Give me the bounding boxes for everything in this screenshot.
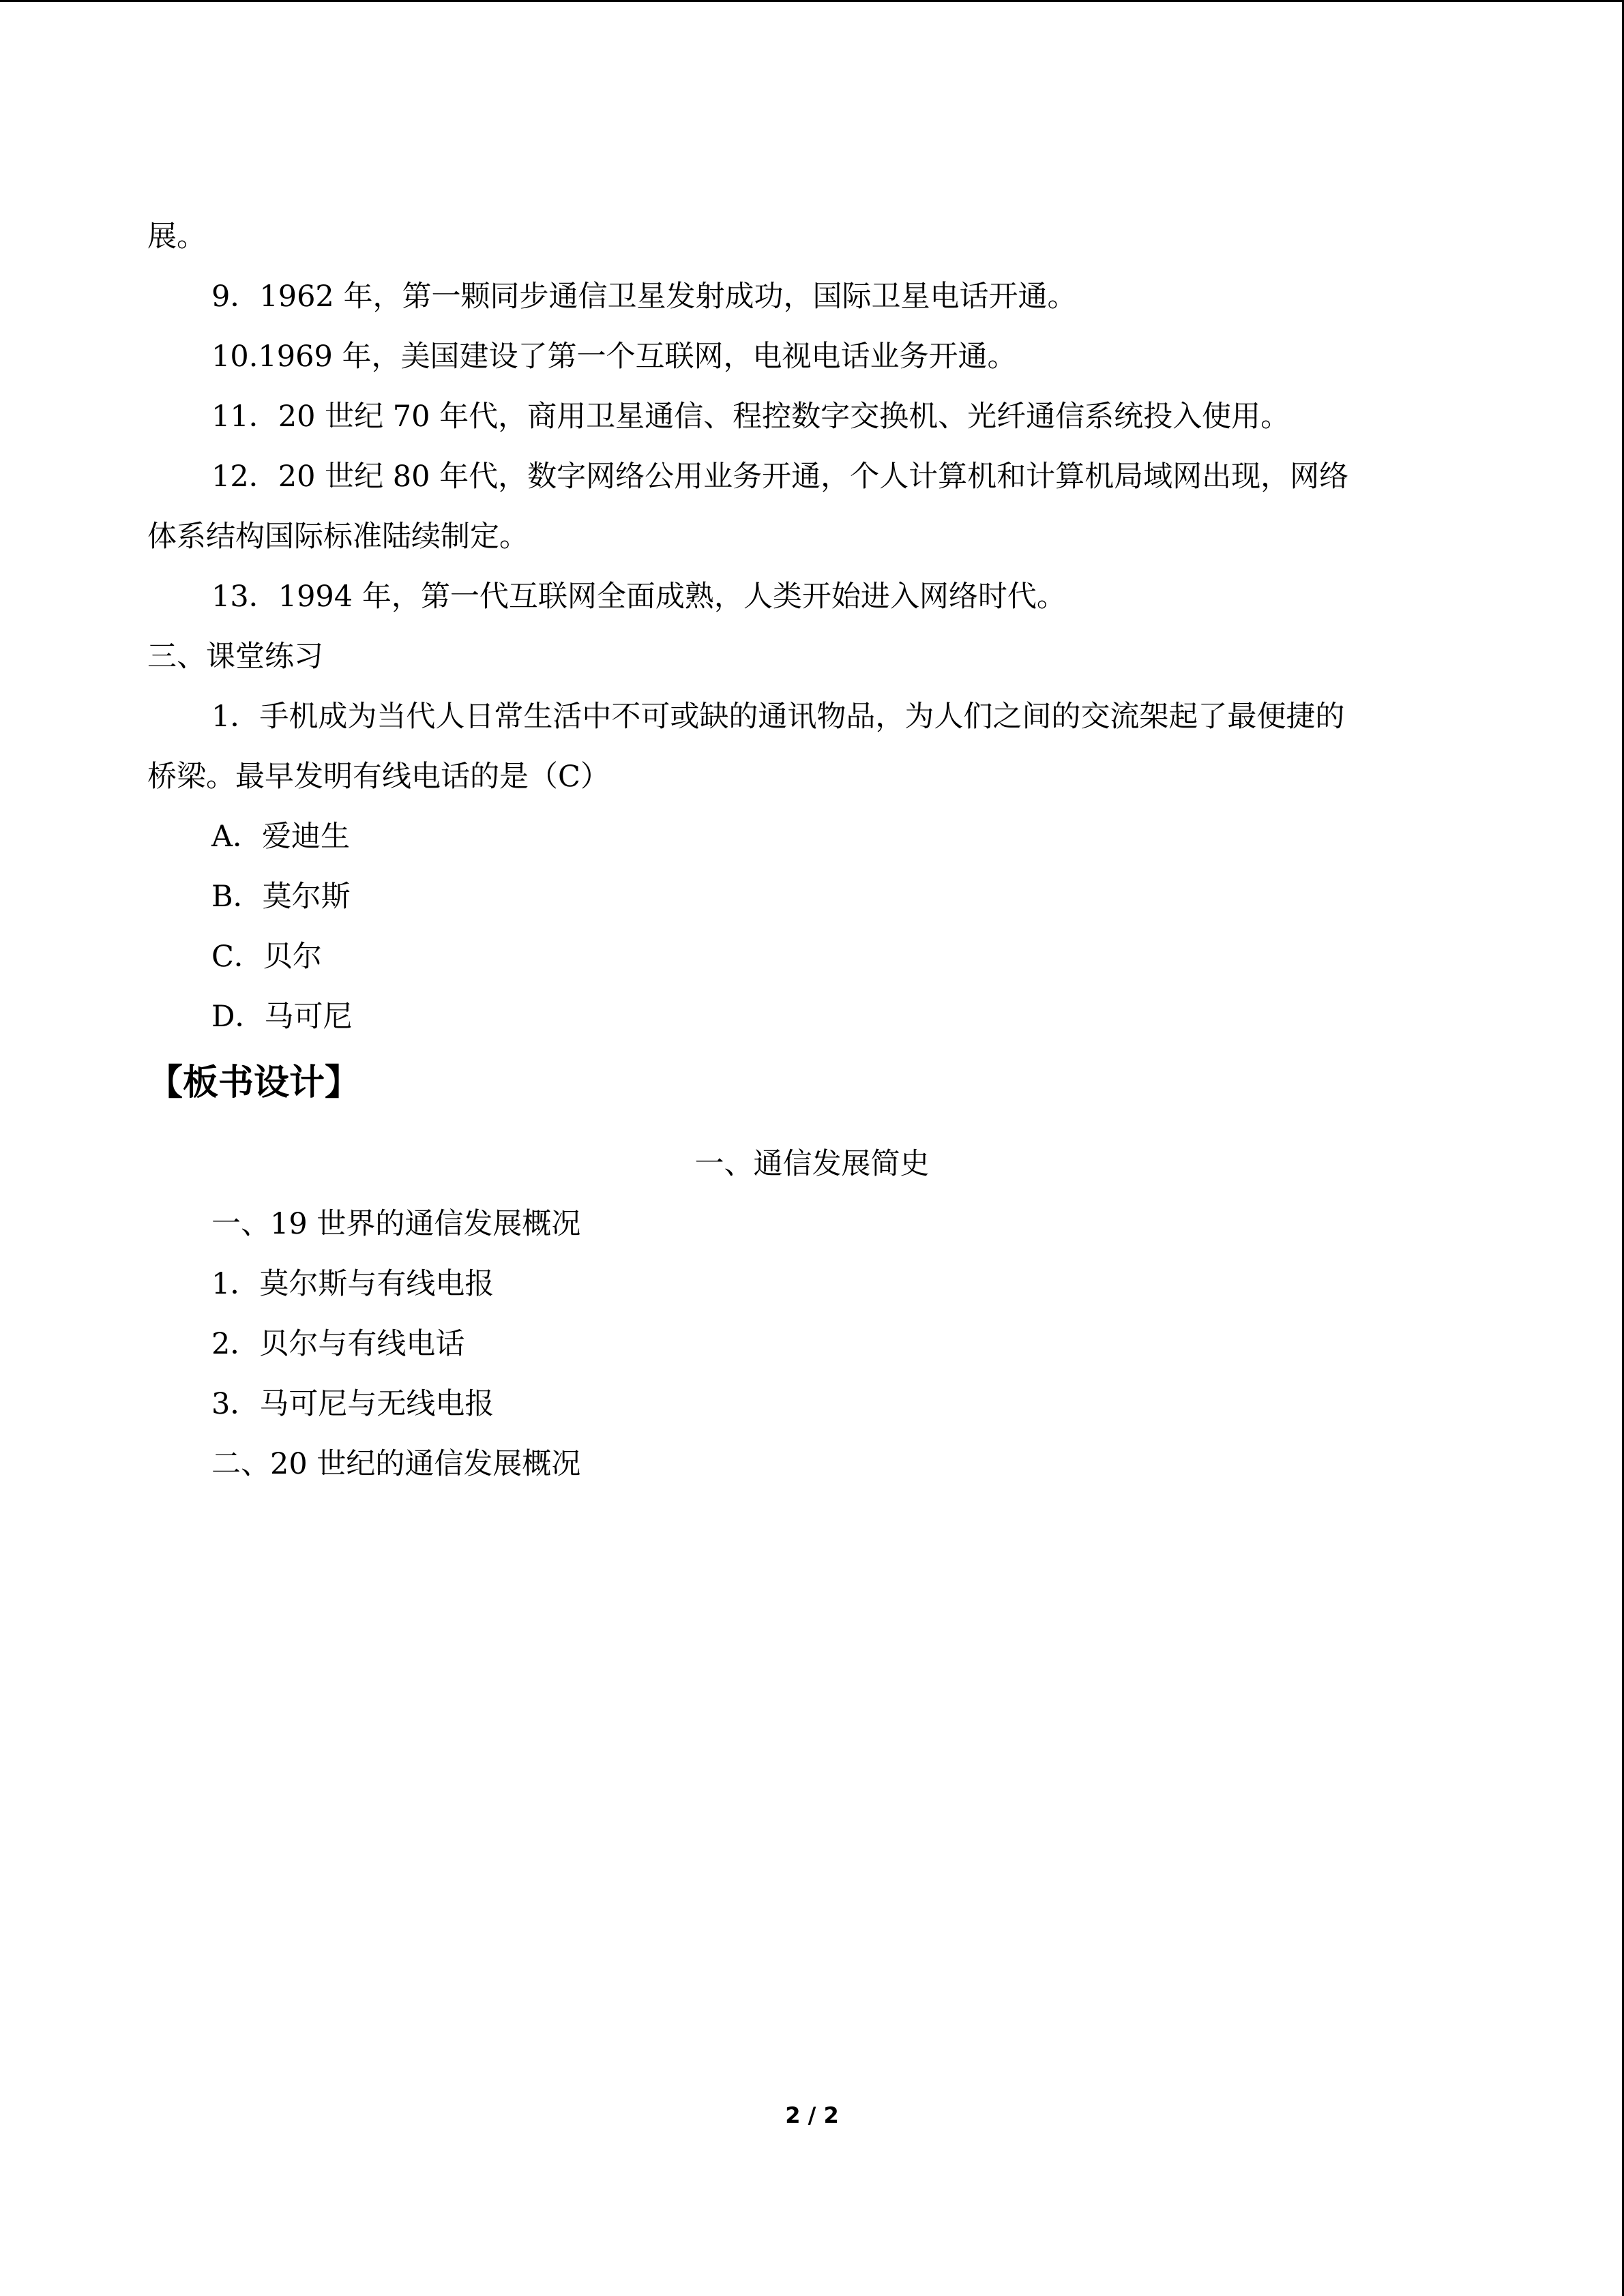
page-number: 2 / 2 (785, 2102, 839, 2128)
body-line: 9．1962 年，第一颗同步通信卫星发射成功，国际卫星电话开通。 (211, 280, 1077, 314)
option-d: D．马可尼 (211, 1000, 353, 1034)
question-text: 桥梁。最早发明有线电话的是（C） (147, 760, 610, 794)
question-text: 1．手机成为当代人日常生活中不可或缺的通讯物品，为人们之间的交流架起了最便捷的 (211, 700, 1345, 734)
board-item: 一、19 世界的通信发展概况 (211, 1207, 581, 1241)
option-c: C．贝尔 (211, 940, 322, 974)
section-heading: 三、课堂练习 (147, 640, 323, 674)
board-title: 一、通信发展简史 (694, 1147, 930, 1181)
board-design-heading: 【板书设计】 (147, 1062, 361, 1103)
body-line: 12．20 世纪 80 年代，数字网络公用业务开通，个人计算机和计算机局域网出现，网络 (211, 460, 1349, 494)
body-line: 体系结构国际标准陆续制定。 (147, 520, 529, 554)
body-line: 展。 (147, 220, 206, 254)
board-item: 3．马可尼与无线电报 (211, 1387, 494, 1421)
body-line: 10.1969 年，美国建设了第一个互联网，电视电话业务开通。 (211, 340, 1017, 374)
board-item: 二、20 世纪的通信发展概况 (211, 1447, 581, 1481)
board-item: 1．莫尔斯与有线电报 (211, 1267, 494, 1301)
body-line: 13．1994 年，第一代互联网全面成熟，人类开始进入网络时代。 (211, 580, 1066, 614)
option-b: B．莫尔斯 (211, 880, 351, 914)
body-line: 11．20 世纪 70 年代，商用卫星通信、程控数字交换机、光纤通信系统投入使用。 (211, 400, 1290, 434)
board-item: 2．贝尔与有线电话 (211, 1327, 465, 1361)
option-a: A．爱迪生 (211, 820, 351, 854)
